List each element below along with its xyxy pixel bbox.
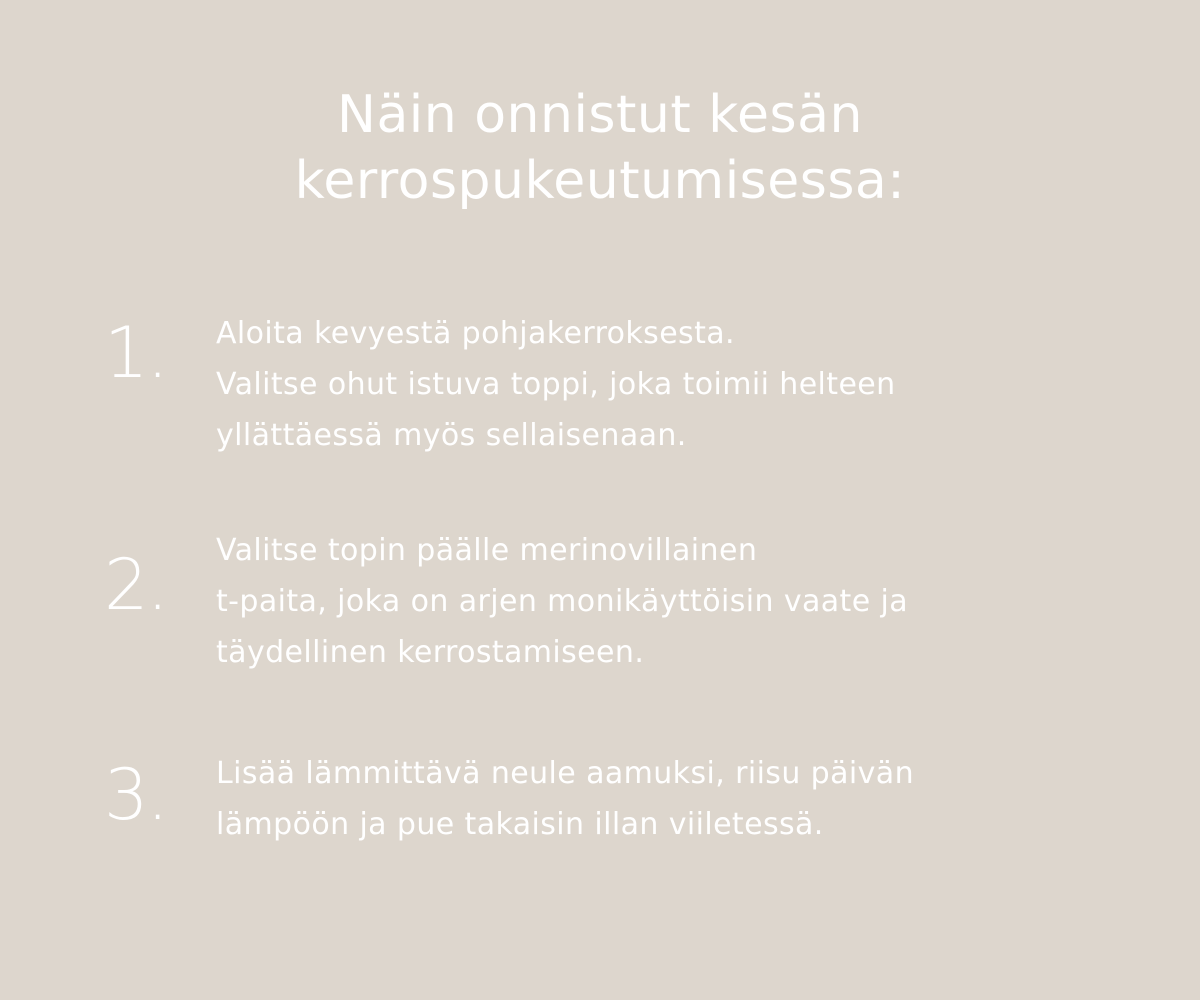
step-text [216,748,1116,850]
step-text-line: Valitse ohut istuva toppi, joka toimii helteen [216,367,896,402]
step-text-line: Lisää lämmittävä neule aamuksi, riisu päivän [216,756,914,791]
step-text-line: Aloita kevyestä pohjakerroksesta. [216,316,735,351]
step-text-line: täydellinen kerrostamiseen. [216,635,645,670]
step-text-line: yllättäessä myös sellaisenaan. [216,418,687,453]
step-number: 3. [104,754,167,836]
page-title [0,82,1200,214]
step-number: 1. [104,312,167,394]
step-text [216,525,1116,678]
step-text [216,308,1116,461]
step-text-line: Valitse topin päälle merinovillainen [216,533,758,568]
title-line-2: kerrospukeutumisessa: [294,151,906,211]
title-line-1: Näin onnistut kesän [337,85,863,145]
step-number: 2. [104,544,167,626]
step-text-line: lämpöön ja pue takaisin illan viiletessä. [216,807,824,842]
step-text-line: t-paita, joka on arjen monikäyttöisin vaate ja [216,584,909,619]
